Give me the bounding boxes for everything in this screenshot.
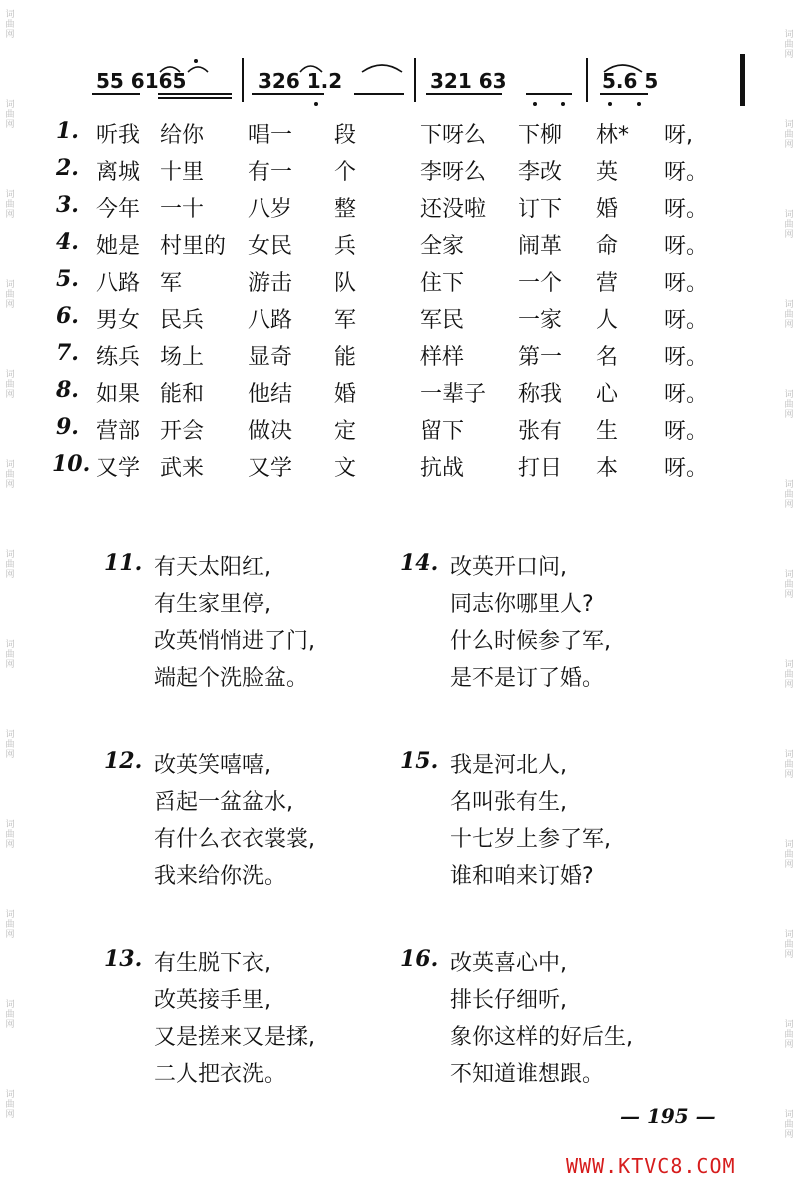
lyric-cell: 林* [596, 123, 630, 148]
margin-mark-char: 网 [5, 390, 15, 400]
margin-mark-char: 词 [5, 910, 15, 920]
lyric-cell: 留下 [420, 419, 465, 444]
lyric-cell: 呀。 [664, 160, 709, 185]
lyric-cell: 闹革 [518, 234, 563, 259]
lyric-cell: 十里 [160, 160, 205, 185]
lyric-cell: 李呀么 [420, 160, 487, 185]
end-barline [740, 54, 745, 106]
verse-block [400, 946, 660, 1106]
margin-mark-char: 词 [784, 390, 794, 400]
margin-mark-char: 曲 [784, 760, 794, 770]
lyric-cell: 八岁 [248, 197, 293, 222]
measure-3: 321 63 [430, 69, 507, 93]
margin-mark-char: 网 [5, 120, 15, 130]
lyric-cell: 他结 [248, 382, 293, 407]
verse-line: 名叫张有生, [450, 790, 567, 815]
margin-mark-char: 曲 [5, 290, 15, 300]
margin-mark-char: 网 [5, 930, 15, 940]
margin-mark-char: 曲 [784, 400, 794, 410]
verse-number: 8. [56, 377, 79, 403]
margin-mark [782, 480, 796, 510]
margin-mark-char: 词 [5, 1090, 15, 1100]
margin-mark-char: 词 [784, 660, 794, 670]
lyric-cell: 英 [596, 160, 619, 185]
verse-number: 9. [56, 414, 79, 440]
margin-mark [3, 370, 17, 400]
lyric-cell: 呀, [664, 123, 693, 148]
verse-number: 2. [56, 155, 79, 181]
lyric-row [56, 377, 776, 414]
margin-mark-char: 曲 [784, 490, 794, 500]
lyric-row [56, 340, 776, 377]
lyric-cell: 做决 [248, 419, 293, 444]
margin-mark-char: 曲 [5, 830, 15, 840]
lyric-row [56, 266, 776, 303]
margin-mark-char: 词 [5, 280, 15, 290]
margin-mark-char: 曲 [5, 200, 15, 210]
lyric-cell: 女民 [248, 234, 293, 259]
verse-number: 13. [104, 946, 143, 972]
margin-mark [782, 1020, 796, 1050]
margin-mark-char: 曲 [5, 1010, 15, 1020]
lyric-cell: 下柳 [518, 123, 563, 148]
margin-mark-char: 网 [784, 680, 794, 690]
verse-number: 16. [400, 946, 439, 972]
lyric-cell: 呀。 [664, 419, 709, 444]
verse-block [400, 748, 660, 908]
lyric-cell: 又学 [96, 456, 141, 481]
lyric-cell: 一辈子 [420, 382, 487, 407]
verse-line: 二人把衣洗。 [154, 1062, 287, 1087]
lyric-cell: 打日 [518, 456, 563, 481]
verse-number: 12. [104, 748, 143, 774]
lyric-cell: 军民 [420, 308, 465, 333]
verse-block [104, 748, 364, 908]
verse-line: 改英悄悄进了门, [154, 629, 315, 654]
lyric-cell: 呀。 [664, 456, 709, 481]
margin-mark-char: 词 [5, 10, 15, 20]
margin-mark-char: 曲 [784, 580, 794, 590]
lyric-cell: 个 [334, 160, 357, 185]
verse-number: 15. [400, 748, 439, 774]
barline [242, 58, 244, 102]
verse-line: 有什么衣衣裳裳, [154, 827, 315, 852]
barline [414, 58, 416, 102]
margin-mark [782, 570, 796, 600]
verse-line: 我来给你洗。 [154, 864, 287, 889]
margin-mark-char: 曲 [784, 1120, 794, 1130]
verse-number: 11. [104, 550, 143, 576]
margin-mark [782, 390, 796, 420]
lyrics-table [52, 118, 776, 488]
verse-line: 有天太阳红, [154, 555, 271, 580]
lyric-cell: 她是 [96, 234, 141, 259]
lyric-cell: 住下 [420, 271, 465, 296]
verse-number: 5. [56, 266, 79, 292]
lyric-cell: 本 [596, 456, 619, 481]
verse-line: 我是河北人, [450, 753, 567, 778]
lyric-row [52, 451, 776, 488]
margin-mark-char: 网 [5, 210, 15, 220]
lyric-cell: 命 [596, 234, 619, 259]
lyric-row [56, 155, 776, 192]
margin-mark-char: 词 [5, 190, 15, 200]
lyric-row [56, 414, 776, 451]
margin-mark-char: 词 [784, 750, 794, 760]
lyric-cell: 呀。 [664, 271, 709, 296]
barline [586, 58, 588, 102]
measure-4: 5.6 5 [602, 69, 659, 93]
verse-line: 舀起一盆盆水, [154, 790, 293, 815]
verse-block [104, 946, 364, 1106]
margin-mark-char: 网 [5, 750, 15, 760]
lyric-cell: 婚 [596, 197, 619, 222]
margin-mark-char: 词 [5, 550, 15, 560]
lyric-cell: 全家 [420, 234, 465, 259]
margin-mark-char: 词 [784, 120, 794, 130]
verse-block [400, 550, 660, 710]
lyric-cell: 呀。 [664, 382, 709, 407]
margin-mark-char: 网 [5, 1110, 15, 1120]
margin-mark-char: 曲 [784, 940, 794, 950]
margin-mark-char: 词 [784, 300, 794, 310]
margin-mark-char: 网 [784, 950, 794, 960]
lyric-cell: 定 [334, 419, 357, 444]
margin-mark-char: 网 [784, 230, 794, 240]
margin-mark [782, 300, 796, 330]
verse-line: 同志你哪里人? [450, 592, 594, 617]
margin-mark [782, 120, 796, 150]
margin-mark-char: 曲 [784, 40, 794, 50]
lyric-cell: 唱一 [248, 123, 293, 148]
verse-line: 象你这样的好后生, [450, 1025, 633, 1050]
verse-number: 4. [56, 229, 79, 255]
margin-mark-char: 词 [5, 820, 15, 830]
measure-1: 55 6165 [96, 69, 187, 93]
margin-mark-char: 网 [5, 840, 15, 850]
lyric-cell: 一家 [518, 308, 563, 333]
margin-mark-char: 网 [784, 1130, 794, 1140]
margin-mark-char: 曲 [5, 650, 15, 660]
margin-mark [3, 910, 17, 940]
margin-mark-char: 词 [5, 730, 15, 740]
lyric-cell: 如果 [96, 382, 141, 407]
margin-mark-char: 网 [784, 860, 794, 870]
lyric-cell: 呀。 [664, 308, 709, 333]
lyric-cell: 又学 [248, 456, 293, 481]
margin-mark [782, 930, 796, 960]
margin-mark [782, 30, 796, 60]
lyric-row [56, 118, 776, 155]
margin-mark-char: 词 [784, 210, 794, 220]
lyric-cell: 队 [334, 271, 357, 296]
lyric-cell: 整 [334, 197, 357, 222]
margin-mark-char: 网 [5, 660, 15, 670]
lyric-cell: 第一 [518, 345, 563, 370]
margin-mark-char: 曲 [784, 850, 794, 860]
margin-mark-char: 词 [784, 1110, 794, 1120]
lyric-cell: 抗战 [420, 456, 465, 481]
jianpu-score [92, 58, 752, 110]
margin-mark-char: 网 [784, 1040, 794, 1050]
lyric-cell: 有一 [248, 160, 293, 185]
margin-mark [782, 750, 796, 780]
lyric-cell: 场上 [160, 345, 205, 370]
margin-mark [3, 640, 17, 670]
lyric-cell: 订下 [518, 197, 563, 222]
lyric-cell: 军 [160, 271, 183, 296]
lyric-cell: 样样 [420, 345, 465, 370]
verse-line: 改英笑嘻嘻, [154, 753, 271, 778]
measure-2: 326 1.2 [258, 69, 343, 93]
margin-mark-char: 网 [784, 140, 794, 150]
lyric-cell: 婚 [334, 382, 357, 407]
verse-number: 7. [56, 340, 79, 366]
margin-mark-char: 曲 [5, 380, 15, 390]
lyric-cell: 一十 [160, 197, 205, 222]
margin-mark-char: 词 [784, 1020, 794, 1030]
lyric-cell: 段 [334, 123, 357, 148]
margin-mark-char: 网 [5, 1020, 15, 1030]
verse-line: 谁和咱来订婚? [450, 864, 594, 889]
verse-line: 不知道谁想跟。 [450, 1062, 605, 1087]
verse-number: 1. [56, 118, 79, 144]
margin-mark-char: 曲 [5, 560, 15, 570]
margin-mark [3, 1000, 17, 1030]
lyric-cell: 文 [334, 456, 357, 481]
margin-mark-char: 网 [784, 590, 794, 600]
margin-mark-char: 网 [5, 570, 15, 580]
margin-mark-char: 词 [5, 100, 15, 110]
lyric-cell: 开会 [160, 419, 205, 444]
margin-mark [3, 550, 17, 580]
lyric-cell: 名 [596, 345, 619, 370]
margin-mark [3, 820, 17, 850]
lyric-cell: 听我 [96, 123, 141, 148]
lyric-cell: 呀。 [664, 345, 709, 370]
margin-mark-char: 词 [5, 640, 15, 650]
verse-line: 有生家里停, [154, 592, 271, 617]
margin-mark-char: 词 [784, 570, 794, 580]
margin-mark-char: 词 [784, 480, 794, 490]
verse-line: 改英开口问, [450, 555, 567, 580]
margin-mark [3, 10, 17, 40]
lyric-cell: 村里的 [160, 234, 227, 259]
lyric-cell: 称我 [518, 382, 563, 407]
margin-mark [3, 190, 17, 220]
margin-mark [3, 460, 17, 490]
margin-mark-char: 词 [5, 1000, 15, 1010]
margin-mark-char: 网 [784, 770, 794, 780]
verse-number: 3. [56, 192, 79, 218]
margin-mark [3, 730, 17, 760]
margin-mark [3, 280, 17, 310]
lyric-cell: 心 [596, 382, 619, 407]
verse-number: 6. [56, 303, 79, 329]
margin-mark-char: 曲 [5, 470, 15, 480]
margin-mark-char: 曲 [5, 740, 15, 750]
margin-mark [782, 660, 796, 690]
lyric-cell: 营 [596, 271, 619, 296]
lyric-cell: 还没啦 [420, 197, 487, 222]
verse-number: 10. [52, 451, 91, 477]
lyric-row [56, 229, 776, 266]
lyric-cell: 能和 [160, 382, 205, 407]
lyric-cell: 一个 [518, 271, 563, 296]
verse-block [104, 550, 364, 710]
margin-mark-char: 曲 [784, 130, 794, 140]
lyric-cell: 练兵 [96, 345, 141, 370]
lyric-cell: 李改 [518, 160, 563, 185]
lyric-cell: 兵 [334, 234, 357, 259]
margin-mark-char: 曲 [5, 920, 15, 930]
margin-mark-char: 词 [784, 840, 794, 850]
margin-mark-char: 曲 [784, 220, 794, 230]
verse-line: 是不是订了婚。 [450, 666, 605, 691]
margin-mark [3, 1090, 17, 1120]
lyric-cell: 生 [596, 419, 619, 444]
margin-mark-char: 网 [784, 50, 794, 60]
lyric-cell: 显奇 [248, 345, 293, 370]
margin-mark-char: 网 [784, 500, 794, 510]
lyric-cell: 呀。 [664, 234, 709, 259]
margin-mark-char: 网 [5, 480, 15, 490]
lyric-cell: 男女 [96, 308, 141, 333]
verse-line: 十七岁上参了军, [450, 827, 611, 852]
margin-mark-char: 曲 [5, 20, 15, 30]
verse-line: 端起个洗脸盆。 [154, 666, 309, 691]
lyric-cell: 民兵 [160, 308, 205, 333]
margin-mark-char: 词 [5, 370, 15, 380]
lyric-cell: 八路 [96, 271, 141, 296]
margin-mark-char: 网 [5, 30, 15, 40]
lyric-cell: 游击 [248, 271, 293, 296]
lyric-cell: 张有 [518, 419, 563, 444]
margin-mark [3, 100, 17, 130]
verse-line: 改英喜心中, [450, 951, 567, 976]
margin-mark-char: 网 [784, 320, 794, 330]
margin-mark [782, 210, 796, 240]
lyric-row [56, 192, 776, 229]
verse-line: 改英接手里, [154, 988, 271, 1013]
lyric-cell: 能 [334, 345, 357, 370]
page-number: — 195 — [620, 1104, 716, 1128]
lyric-cell: 给你 [160, 123, 205, 148]
lyric-cell: 呀。 [664, 197, 709, 222]
lyric-cell: 离城 [96, 160, 141, 185]
site-watermark: WWW.KTVC8.COM [566, 1154, 736, 1178]
margin-mark-char: 曲 [784, 310, 794, 320]
lyric-cell: 八路 [248, 308, 293, 333]
lyric-row [56, 303, 776, 340]
margin-mark-char: 词 [784, 930, 794, 940]
margin-mark-char: 曲 [5, 110, 15, 120]
verse-line: 又是搓来又是揉, [154, 1025, 315, 1050]
lyric-cell: 人 [596, 308, 619, 333]
margin-mark-char: 曲 [784, 1030, 794, 1040]
margin-mark [782, 1110, 796, 1140]
margin-mark-char: 词 [784, 30, 794, 40]
verse-line: 排长仔细听, [450, 988, 567, 1013]
lyric-cell: 下呀么 [420, 123, 487, 148]
margin-mark-char: 曲 [784, 670, 794, 680]
margin-mark-char: 网 [784, 410, 794, 420]
verse-number: 14. [400, 550, 439, 576]
verse-line: 什么时候参了军, [450, 629, 611, 654]
lyric-cell: 武来 [160, 456, 205, 481]
margin-mark-char: 曲 [5, 1100, 15, 1110]
lyric-cell: 今年 [96, 197, 141, 222]
lyric-cell: 军 [334, 308, 357, 333]
margin-mark-char: 词 [5, 460, 15, 470]
margin-mark-char: 网 [5, 300, 15, 310]
margin-mark [782, 840, 796, 870]
lyric-cell: 营部 [96, 419, 141, 444]
verse-line: 有生脱下衣, [154, 951, 271, 976]
